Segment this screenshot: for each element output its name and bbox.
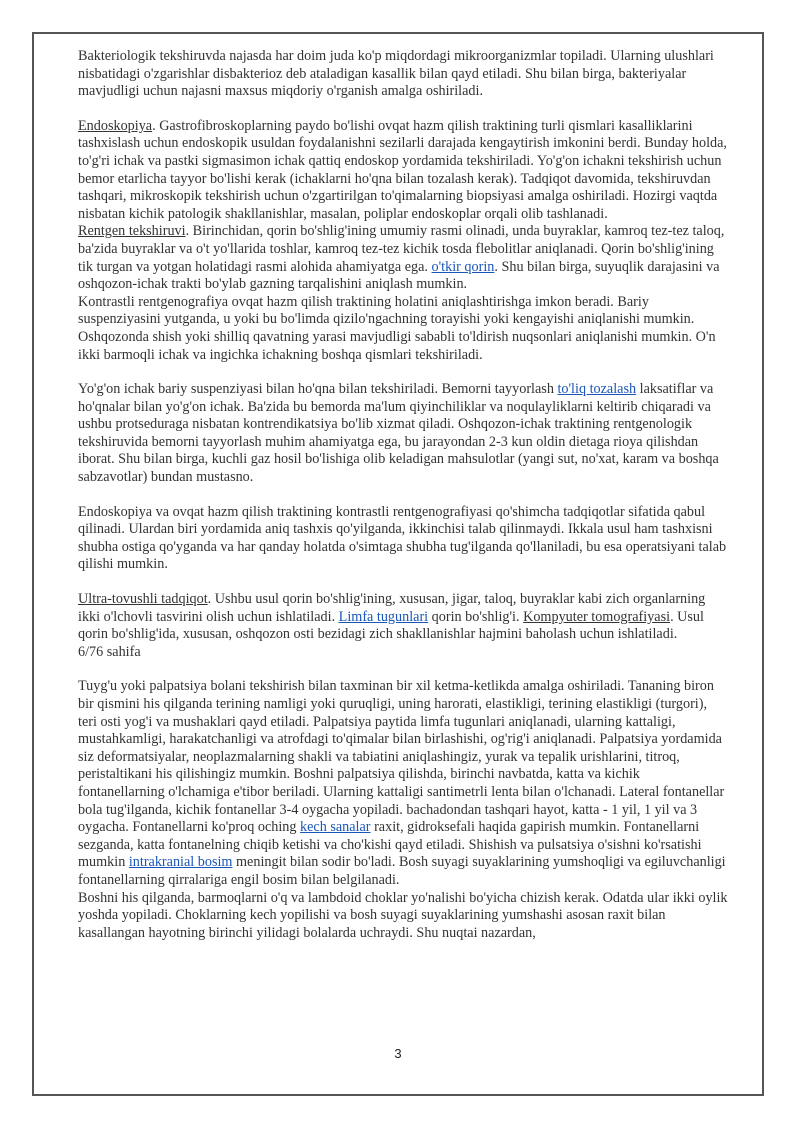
paragraph-text: . Usul qorin bo'shlig'ida, xususan, oshqozon osti bezidagi zich shakllanishlar hajmini baholash uchun ishlatiladi. [78,608,704,643]
paragraph-ultrasound [78,591,728,644]
paragraph-text: Tuyg'u yoki palpatsiya bolani tekshirish bilan taxminan bir xil ketma-ketlikda amalga oshiriladi. Tananing biron bir qismini his qilganda terining namligi yoki quruqligi, uning harorati, elastikligi, terining elastikligi (turgori), teri osti yog'i va mushaklari qayd etiladi. Palpatsiya paytida limfa tugunlari aniqlanadi, ularning kattaligi, mustahkamligi, harakatchanligi va atrofdagi to'qimalar bilan birlashishi, og'rig'i aniqlanadi. Palpatsiya yordamida siz deformatsiyalar, neoplazmalarning shakli va tabiatini aniqlashingiz, yurak va tepalik urishlarini, titroq, peristaltikani his qilishingiz mumkin. Boshni palpatsiya qilishda, birinchi navbatda, katta va kichik fontanellarning o'lchamiga e'tibor beriladi. Ularning kattaligi santimetrli lenta bilan o'lchanadi. Lateral fontanellar bola tug'ilganda, kichik fontanellar 3-4 oygacha yopiladi. bachadondan tashqari hayot, katta - 1 yil, 1 yil va 3 oygacha. Fontanellarni ko'proq oching [78,678,725,836]
document-page [32,32,764,1096]
term-computed-tomography: Kompyuter tomografiyasi [523,608,671,625]
page-number: 3 [394,1046,402,1061]
paragraph-text: Endoskopiya va ovqat hazm qilish traktining kontrastli rentgenografiyasi qo'shimcha tadqiqotlar sifatida qabul qilinadi. Ulardan biri yordamida aniq tashxis qo'yilganda, ikkinchisi talab qilinmaydi. Ikkala usul ham tashxisni shubha ostiga qo'yganda va har qanday holatda o'simtaga shubha tug'ilganda qo'llaniladi, bu esa operatsiyani talab qilishi mumkin. [78,503,727,573]
paragraph-text: raxit, gidroksefali haqida gapirish mumkin. Fontanellarni sezganda, katta fontanelning chiqib ketishi va cho'kishi qayd etiladi. Shishish va pulsatsiya o'sishni ko'rsatishi mumkin [78,819,702,871]
paragraph-text: . Ushbu usul qorin bo'shlig'ining, xususan, jigar, taloq, buyraklar kabi zich organlarning ikki o'lchovli tasvirini olish uchun ishlatiladi. [78,591,706,625]
paragraph-head-palpation [78,890,728,943]
paragraph-contrast-radiography [78,294,728,364]
paragraph-bacteriology [78,48,728,101]
paragraph-colon-exam [78,381,728,487]
paragraph-xray [78,223,728,293]
paragraph-text: qorin bo'shlig'i. [428,608,524,625]
term-ultrasound: Ultra-tovushli tadqiqot [78,591,208,608]
link-late-dates[interactable]: kech sanalar [300,819,371,836]
paragraph-text: meningit bilan sodir bo'ladi. Bosh suyagi suyaklarining yumshoqligi va egiluvchanligi fontanellarning qirralariga engil bosim bilan belgilanadi. [78,854,726,888]
link-full-cleansing[interactable]: to'liq tozalash [557,381,637,398]
link-intracranial-pressure[interactable]: intrakranial bosim [128,854,233,871]
link-lymph-nodes[interactable]: Limfa tugunlari [338,608,429,625]
paragraph-text: Bakteriologik tekshiruvda najasda har doim juda ko'p miqdordagi mikroorganizmlar topiladi. Ularning ulushlari nisbatidagi o'zgarishlar disbakterioz deb ataladigan kasallik bilan qayd etiladi. Shu bilan birga, bakteriyalar mavjudligi uchun najasni maxsus miqdoriy o'rganish amalga oshiriladi. [78,48,714,100]
link-acute-abdomen[interactable]: o'tkir qorin [431,258,495,275]
paragraph-text: . Birinchidan, qorin bo'shlig'ining umumiy rasmi olinadi, unda buyraklar, kamroq tez-tez taloq, ba'zida buyraklar va o't yo'llarida toshlar, kamroq tez-tez kichik tosda flebolitlar aniqlanadi. Qorin bo'shlig'ining tik turgan va yotgan holatidagi rasmi alohida ahamiyatga ega. [78,223,725,275]
paragraph-text: Yo'g'on ichak bariy suspenziyasi bilan ho'qna bilan tekshiriladi. Bemorni tayyorlash [78,381,558,398]
paragraph-text: . Shu bilan birga, suyuqlik darajasini va oshqozon-ichak trakti bo'ylab gazning tarqalishini aniqlash mumkin. [78,258,720,293]
paragraph-text: Kontrastli rentgenografiya ovqat hazm qilish traktining holatini aniqlashtirishga imkon beradi. Bariy suspenziyasini yutganda, u yoki bu bo'limda qizilo'ngachning torayishi yoki kengayishi aniqlanishi mumkin. Oshqozonda shish yoki shilliq qavatning yarasi mavjudligi sababli to'ldirish nuqsonlari aniqlanishi mumkin. O'n ikki barmoqli ichak va ingichka ichakning boshqa qismlari tekshiriladi. [78,293,716,363]
paragraph-endoscopy [78,118,728,224]
term-endoscopy: Endoskopiya [78,117,153,134]
paragraph-complementary-studies [78,504,728,574]
paragraph-text: Boshni his qilganda, barmoqlarni o'q va lambdoid choklar yo'nalishi bo'yicha chizish kerak. Odatda ular ikki oylik yoshda yopiladi. Choklarning kech yopilishi va bosh suyagi suyaklarining yumshashi asosan raxit bilan kasallangan hayotning birinchi yilidagi bolalarda uchraydi. Shu nuqtai nazardan, [78,889,728,941]
page-content [78,48,728,942]
page-reference [78,644,728,662]
term-xray: Rentgen tekshiruvi [78,223,186,240]
paragraph-text: . Gastrofibroskoplarning paydo bo'lishi ovqat hazm qilish traktining turli qismlari kasalliklarini tashxislash uchun endoskopik usuldan foydalanishni sezilarli darajada kengaytirish imkonini berdi. Bunday holda, to'g'ri ichak va pastki sigmasimon ichak qattiq endoskop yordamida tekshiriladi. Yo'g'on ichakni tekshirish uchun bemor etarlicha tayyor bo'lishi kerak (ichaklarni ho'qna bilan tozalash kerak). Tadqiqot davomida, tekshiruvdan tashqari, mikroskopik tekshirish uchun o'zgartirilgan to'qimalarning biopsiyasi amalga oshiriladi. Hozirgi vaqtda nisbatan kichik patologik shakllanishlar, masalan, poliplar endoskoplar orqali olib tashlanadi. [78,117,727,222]
paragraph-text: laksatiflar va ho'qnalar bilan yo'g'on ichak. Ba'zida bu bemorda ma'lum qiyinchiliklar va noqulayliklarni keltirib chiqaradi va ushbu protseduraga nisbatan kontrendikatsiya bo'lib xizmat qiladi. Oshqozon-ichak traktining rentgenologik tekshiruvida bemorni tayyorlash muhim ahamiyatga ega, bu jarayondan 2-3 kun oldin dietaga rioya qilishdan iborat. Shu bilan birga, kuchli gaz hosil bo'lishiga olib keladigan mahsulotlar (yangi sut, no'xat, karam va boshqa sabzavotlar) bundan mustasno. [78,381,719,486]
paragraph-palpation [78,678,728,889]
page-reference-text: 6/76 sahifa [78,643,141,660]
